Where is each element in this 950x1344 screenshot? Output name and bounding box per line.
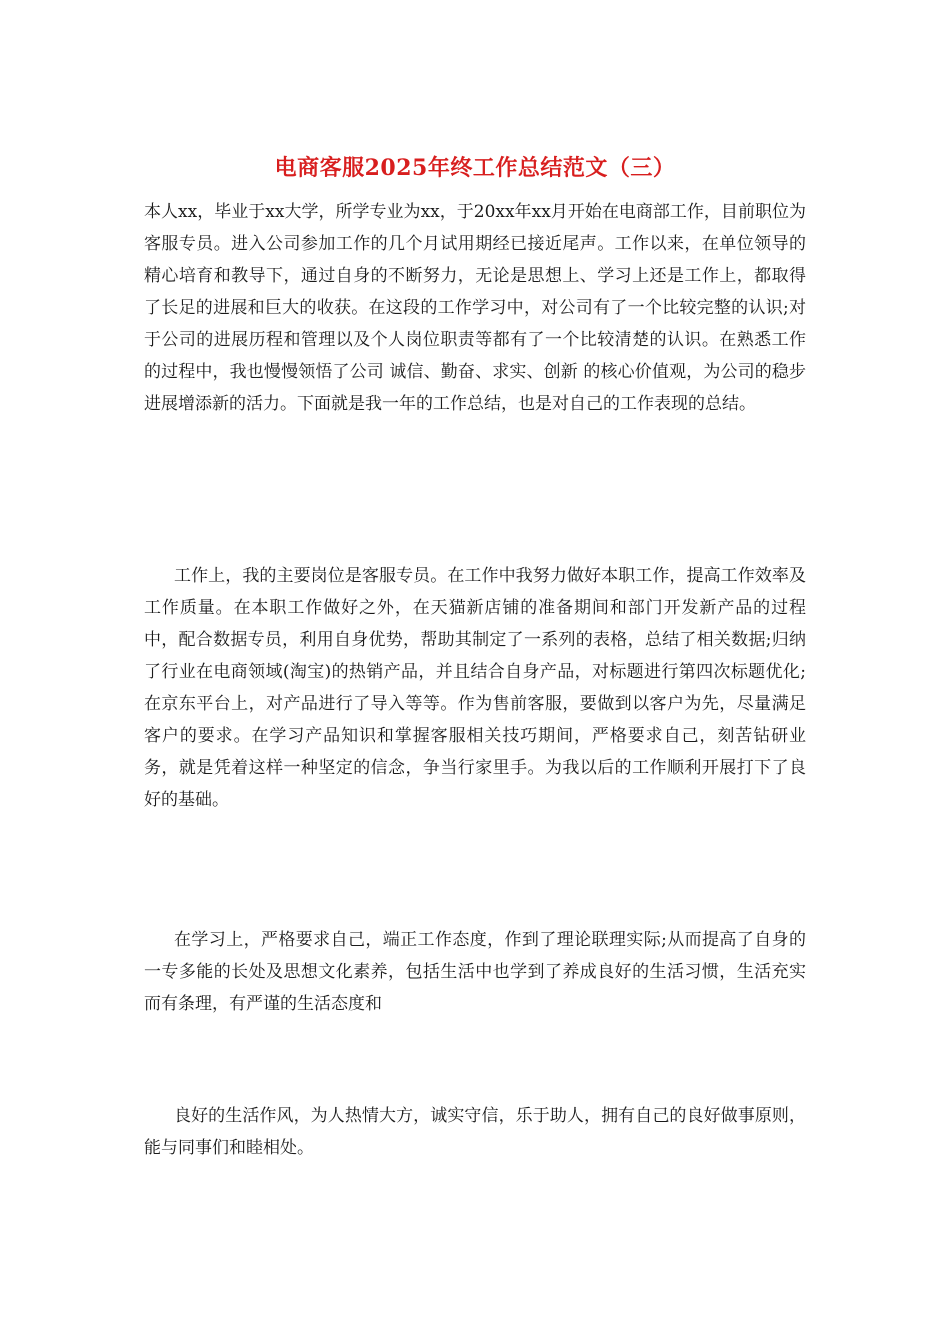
paragraph-conduct: 良好的生活作风，为人热情大方，诚实守信，乐于助人，拥有自己的良好做事原则，能与同事们和睦相处。: [144, 1106, 806, 1158]
paragraph-work: 工作上，我的主要岗位是客服专员。在工作中我努力做好本职工作，提高工作效率及工作质量。在本职工作做好之外，在天猫新店铺的准备期间和部门开发新产品的过程中，配合数据专员，利用自身优势，帮助其制定了一系列的表格，总结了相关数据;归纳了行业在电商领域(淘宝)的热销产品，并且结合自身产品，对标题进行第四次标题优化;在京东平台上，对产品进行了导入等等。作为售前客服，要做到以客户为先，尽量满足客户的要求。在学习产品知识和掌握客服相关技巧期间，严格要求自己，刻苦钻研业务，就是凭着这样一种坚定的信念，争当行家里手。为我以后的工作顺利开展打下了良好的基础。: [144, 566, 806, 810]
paragraph-intro: 本人xx，毕业于xx大学，所学专业为xx，于20xx年xx月开始在电商部工作，目前职位为客服专员。进入公司参加工作的几个月试用期经已接近尾声。工作以来，在单位领导的精心培育和教导下，通过自身的不断努力，无论是思想上、学习上还是工作上，都取得了长足的进展和巨大的收获。在这段的工作学习中，对公司有了一个比较完整的认识;对于公司的进展历程和管理以及个人岗位职责等都有了一个比较清楚的认识。在熟悉工作的过程中，我也慢慢领悟了公司 诚信、勤奋、求实、创新 的核心价值观，为公司的稳步进展增添新的活力。下面就是我一年的工作总结，也是对自己的工作表现的总结。: [144, 202, 806, 414]
document-title: 电商客服2025年终工作总结范文（三）: [274, 155, 676, 181]
paragraph-study: 在学习上，严格要求自己，端正工作态度，作到了理论联理实际;从而提高了自身的一专多能的长处及思想文化素养，包括生活中也学到了养成良好的生活习惯，生活充实而有条理，有严谨的生活态度和: [144, 930, 806, 1014]
